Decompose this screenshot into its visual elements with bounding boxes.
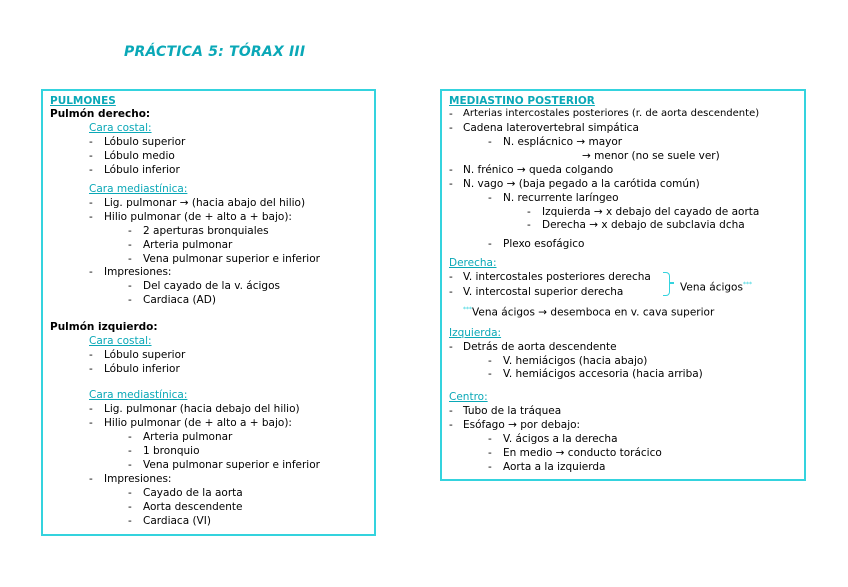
list-item: Impresiones: bbox=[104, 266, 172, 278]
list-item: Arteria pulmonar bbox=[143, 431, 233, 443]
bullet-dash: - bbox=[449, 286, 453, 298]
list-item: Lóbulo medio bbox=[104, 150, 175, 162]
list-item: Lóbulo superior bbox=[104, 136, 186, 148]
bullet-dash: - bbox=[449, 271, 453, 283]
list-item: Detrás de aorta descendente bbox=[463, 341, 617, 353]
bullet-dash: - bbox=[488, 368, 492, 380]
bullet-dash: - bbox=[488, 136, 492, 148]
bullet-dash: - bbox=[128, 515, 132, 527]
bullet-dash: - bbox=[89, 211, 93, 223]
list-item: Impresiones: bbox=[104, 473, 172, 485]
page-title: PRÁCTICA 5: TÓRAX III bbox=[124, 44, 306, 60]
bullet-dash: - bbox=[488, 192, 492, 204]
bullet-dash: - bbox=[488, 461, 492, 473]
list-item: Tubo de la tráquea bbox=[463, 405, 562, 417]
bullet-dash: - bbox=[488, 433, 492, 445]
list-item: N. frénico → queda colgando bbox=[463, 164, 614, 176]
bullet-dash: - bbox=[449, 108, 453, 120]
bullet-dash: - bbox=[128, 294, 132, 306]
left-lung-title: Pulmón izquierdo: bbox=[50, 321, 158, 333]
izquierda-title: Izquierda: bbox=[449, 327, 502, 339]
bullet-dash: - bbox=[128, 239, 132, 251]
list-item: Cayado de la aorta bbox=[143, 487, 243, 499]
bullet-dash: - bbox=[527, 206, 531, 218]
bullet-dash: - bbox=[488, 238, 492, 250]
list-item: Del cayado de la v. ácigos bbox=[143, 280, 280, 292]
bullet-dash: - bbox=[128, 501, 132, 513]
bullet-dash: - bbox=[89, 197, 93, 209]
list-item: Lóbulo inferior bbox=[104, 363, 180, 375]
list-item: Hilio pulmonar (de + alto a + bajo): bbox=[104, 417, 292, 429]
list-item: En medio → conducto torácico bbox=[503, 447, 662, 459]
list-item: Vena pulmonar superior e inferior bbox=[143, 459, 320, 471]
list-item: Cardiaca (VI) bbox=[143, 515, 211, 527]
list-item: V. intercostal superior derecha bbox=[463, 286, 624, 298]
list-item: → menor (no se suele ver) bbox=[582, 150, 720, 162]
bullet-dash: - bbox=[449, 341, 453, 353]
list-item: Arterias intercostales posteriores (r. de aorta descendente) bbox=[463, 108, 760, 119]
list-item: Vena pulmonar superior e inferior bbox=[143, 253, 320, 265]
list-item: Lóbulo superior bbox=[104, 349, 186, 361]
list-item: N. recurrente laríngeo bbox=[503, 192, 619, 204]
brace-icon bbox=[663, 272, 670, 296]
bullet-dash: - bbox=[128, 487, 132, 499]
list-item: Hilio pulmonar (de + alto a + bajo): bbox=[104, 211, 292, 223]
list-item: 2 aperturas bronquiales bbox=[143, 225, 269, 237]
list-item: V. hemiácigos accesoria (hacia arriba) bbox=[503, 368, 703, 380]
list-item: 1 bronquio bbox=[143, 445, 200, 457]
bullet-dash: - bbox=[89, 164, 93, 176]
list-item: V. intercostales posteriores derecha bbox=[463, 271, 651, 283]
list-item: Cadena laterovertebral simpática bbox=[463, 122, 639, 134]
acigos-note: ***Vena ácigos → desemboca en v. cava superior bbox=[463, 306, 715, 319]
bullet-dash: - bbox=[449, 164, 453, 176]
list-item: Lig. pulmonar → (hacia abajo del hilio) bbox=[104, 197, 306, 209]
bullet-dash: - bbox=[128, 280, 132, 292]
mediastinum-heading: MEDIASTINO POSTERIOR bbox=[449, 95, 595, 107]
list-item: Arteria pulmonar bbox=[143, 239, 233, 251]
list-item: Lóbulo inferior bbox=[104, 164, 180, 176]
bullet-dash: - bbox=[449, 419, 453, 431]
right-lung-title: Pulmón derecho: bbox=[50, 108, 151, 120]
bullet-dash: - bbox=[89, 363, 93, 375]
list-item: Izquierda → x debajo del cayado de aorta bbox=[542, 206, 760, 218]
bullet-dash: - bbox=[488, 447, 492, 459]
list-item: Derecha → x debajo de subclavia dcha bbox=[542, 219, 745, 231]
bullet-dash: - bbox=[89, 473, 93, 485]
list-item: N. vago → (baja pegado a la carótida común) bbox=[463, 178, 700, 190]
bullet-dash: - bbox=[128, 225, 132, 237]
list-item: N. esplácnico → mayor bbox=[503, 136, 623, 148]
vena-acigos-label: Vena ácigos*** bbox=[680, 281, 752, 294]
bullet-dash: - bbox=[89, 403, 93, 415]
list-item: Esófago → por debajo: bbox=[463, 419, 581, 431]
bullet-dash: - bbox=[89, 150, 93, 162]
bullet-dash: - bbox=[89, 417, 93, 429]
derecha-title: Derecha: bbox=[449, 257, 497, 269]
bullet-dash: - bbox=[128, 431, 132, 443]
right-mediastinal-title: Cara mediastínica: bbox=[89, 183, 188, 195]
bullet-dash: - bbox=[527, 219, 531, 231]
list-item: Lig. pulmonar (hacia debajo del hilio) bbox=[104, 403, 300, 415]
left-costal-title: Cara costal: bbox=[89, 335, 152, 347]
bullet-dash: - bbox=[128, 253, 132, 265]
bullet-dash: - bbox=[449, 122, 453, 134]
left-mediastinal-title: Cara mediastínica: bbox=[89, 389, 188, 401]
lungs-heading: PULMONES bbox=[50, 95, 116, 107]
list-item: Aorta descendente bbox=[143, 501, 243, 513]
centro-title: Centro: bbox=[449, 391, 488, 403]
bullet-dash: - bbox=[89, 136, 93, 148]
list-item: Aorta a la izquierda bbox=[503, 461, 606, 473]
list-item: V. ácigos a la derecha bbox=[503, 433, 618, 445]
bullet-dash: - bbox=[449, 405, 453, 417]
right-costal-title: Cara costal: bbox=[89, 122, 152, 134]
bullet-dash: - bbox=[128, 459, 132, 471]
bullet-dash: - bbox=[488, 355, 492, 367]
bullet-dash: - bbox=[89, 349, 93, 361]
list-item: Cardiaca (AD) bbox=[143, 294, 216, 306]
bullet-dash: - bbox=[89, 266, 93, 278]
bullet-dash: - bbox=[449, 178, 453, 190]
list-item: Plexo esofágico bbox=[503, 238, 585, 250]
list-item: V. hemiácigos (hacia abajo) bbox=[503, 355, 648, 367]
bullet-dash: - bbox=[128, 445, 132, 457]
